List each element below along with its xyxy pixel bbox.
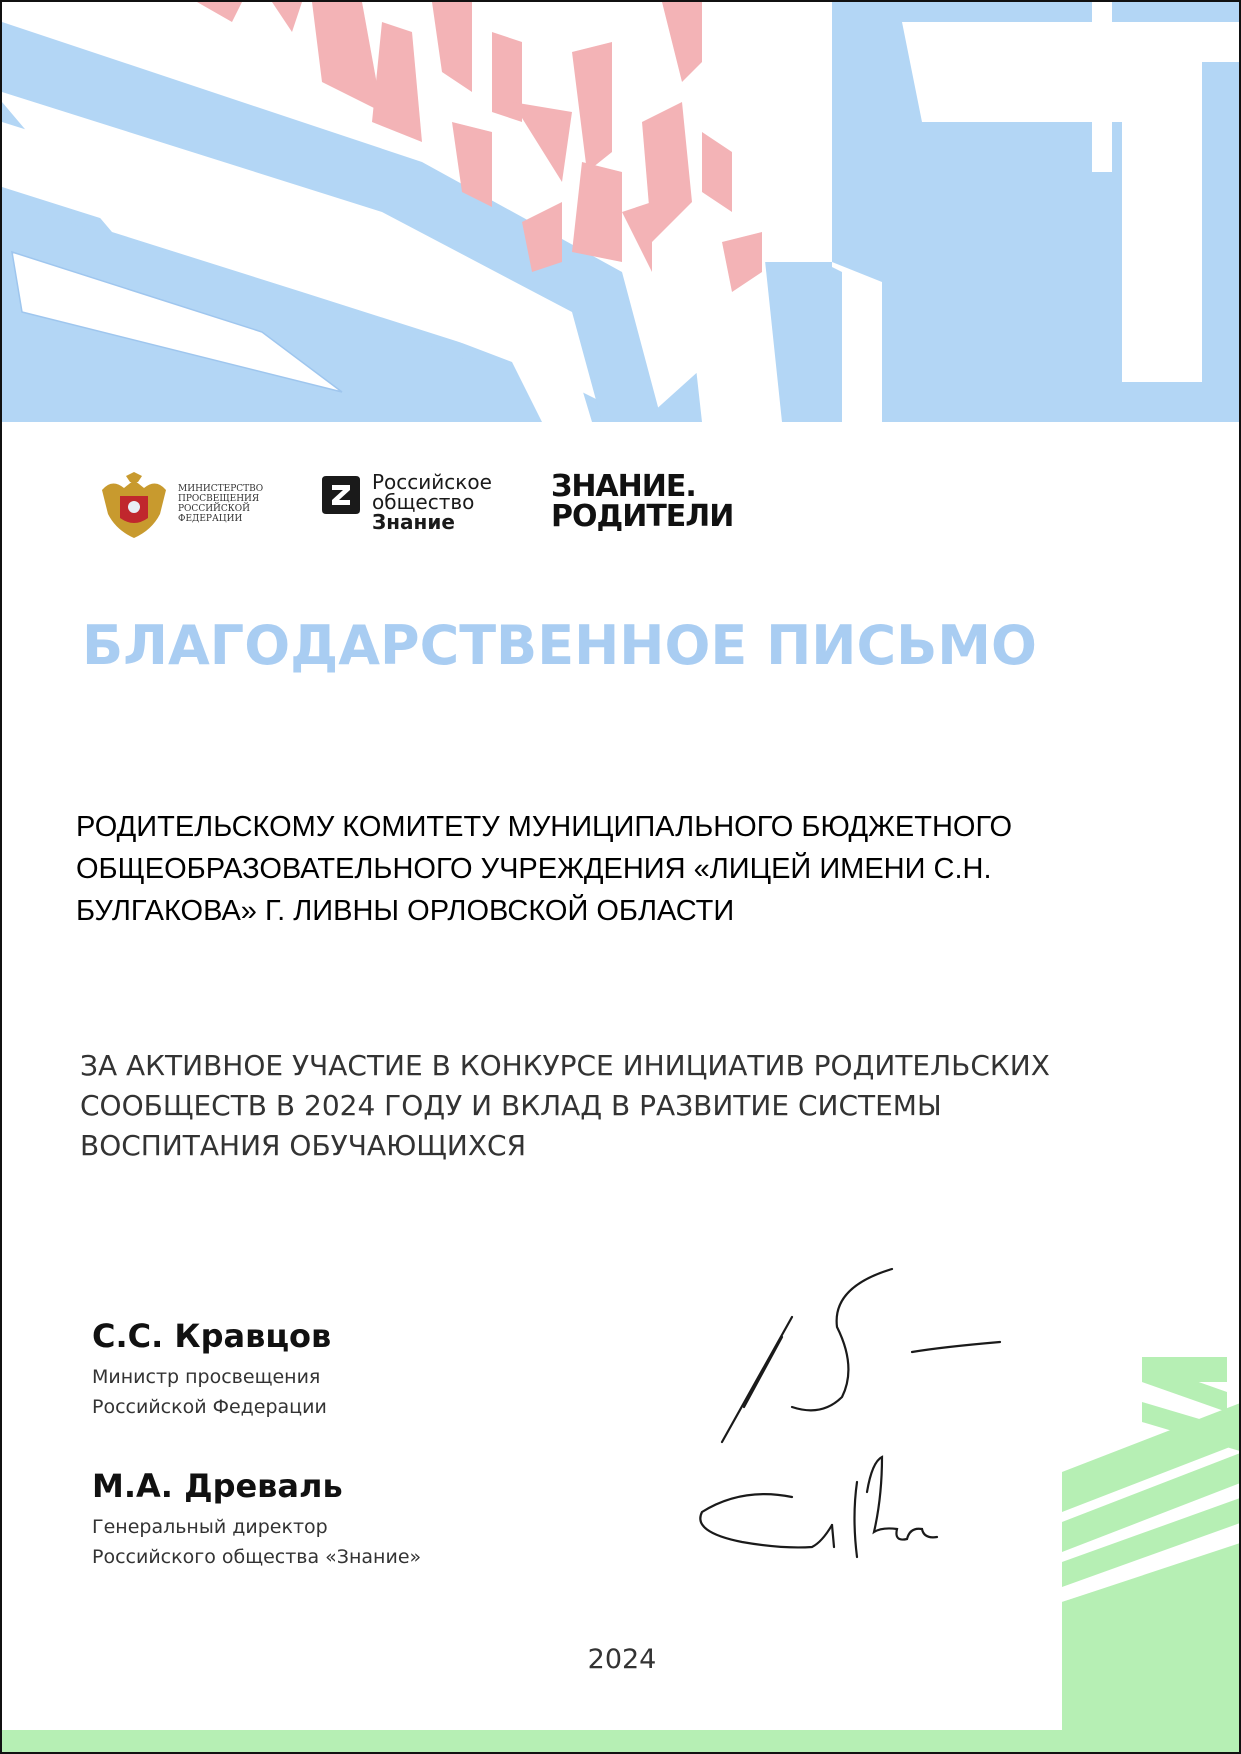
- coat-of-arms-icon: [92, 470, 176, 542]
- recipient-text: РОДИТЕЛЬСКОМУ КОМИТЕТУ МУНИЦИПАЛЬНОГО БЮДЖЕТНОГО ОБЩЕОБРАЗОВАТЕЛЬНОГО УЧРЕЖДЕНИЯ «ЛИЦЕЙ ИМЕНИ С.Н. БУЛГАКОВА» Г. ЛИВНЫ ОРЛОВСКОЙ ОБЛАСТИ: [76, 811, 1013, 927]
- ministry-logo: [92, 470, 292, 542]
- signature-kravtsov: [722, 1269, 1000, 1442]
- signer-name: М.А. Древаль: [92, 1467, 343, 1505]
- reason-text: ЗА АКТИВНОЕ УЧАСТИЕ В КОНКУРСЕ ИНИЦИАТИВ РОДИТЕЛЬСКИХ СООБЩЕСТВ В 2024 ГОДУ И ВКЛАД В РАЗВИТИЕ СИСТЕМЫ ВОСПИТАНИЯ ОБУЧАЮЩИХСЯ: [80, 1049, 1050, 1162]
- top-geometric-pattern: [2, 2, 1241, 422]
- signer-dreval: [92, 1466, 421, 1572]
- signer-position-line2: Российской Федерации: [92, 1396, 327, 1418]
- society-znanie-logo: [320, 472, 520, 544]
- signer-position-line1: Генеральный директор: [92, 1516, 328, 1538]
- znanie-roditeli-logo: [551, 469, 771, 534]
- znanie-logo-icon: [320, 474, 362, 516]
- signature-dreval: [700, 1457, 937, 1557]
- society-logo-line2: общество: [372, 490, 475, 514]
- society-logo-line3: Знание: [372, 510, 455, 534]
- signer-kravtsov: [92, 1316, 331, 1422]
- handwritten-signatures: [682, 1257, 1022, 1597]
- znanie-roditeli-line1: ЗНАНИЕ.: [551, 469, 696, 504]
- signer-position-line2: Российского общества «Знание»: [92, 1546, 422, 1568]
- znanie-roditeli-line2: РОДИТЕЛИ: [551, 499, 734, 534]
- letter-title: БЛАГОДАРСТВЕННОЕ ПИСЬМО: [82, 614, 1037, 677]
- year: 2024: [587, 1644, 657, 1675]
- society-logo-line1: Российское: [372, 470, 492, 494]
- signer-name: С.С. Кравцов: [92, 1317, 332, 1355]
- ministry-logo-text: МИНИСТЕРСТВО ПРОСВЕЩЕНИЯ РОССИЙСКОЙ ФЕДЕРАЦИИ: [178, 484, 264, 524]
- signer-position-line1: Министр просвещения: [92, 1366, 321, 1388]
